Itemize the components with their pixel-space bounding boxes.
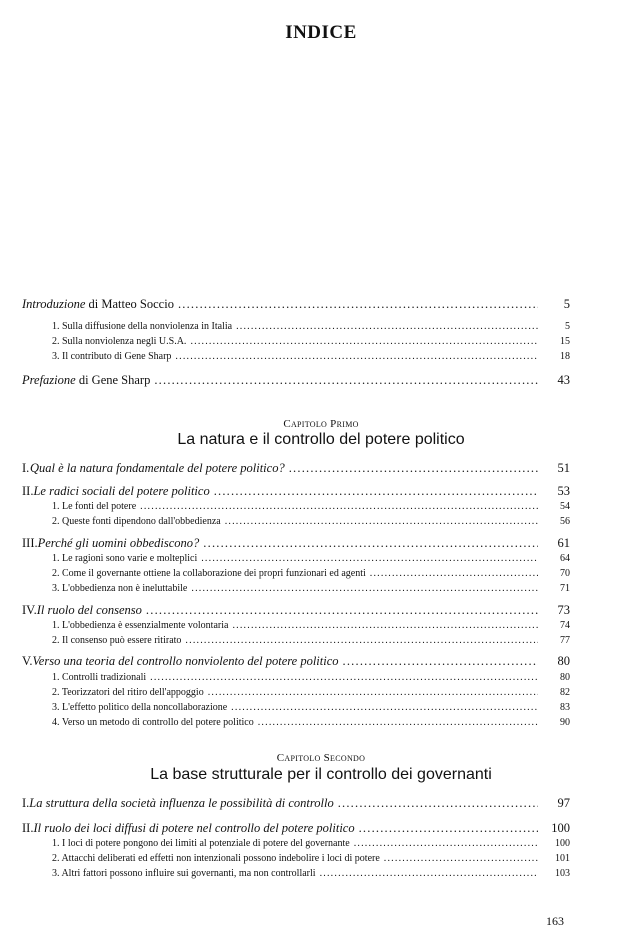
toc-page: 103 bbox=[555, 868, 570, 879]
leader-dots bbox=[236, 322, 538, 332]
toc-entry-text: 3. Il contributo di Gene Sharp bbox=[52, 351, 172, 362]
leader-dots bbox=[154, 374, 538, 387]
toc-entry-text: 1. Sulla diffusione della nonviolenza in Italia bbox=[52, 321, 233, 332]
chapter-2-title: La base strutturale per il controllo dei governanti bbox=[150, 766, 492, 783]
page-title: INDICE bbox=[285, 22, 357, 43]
toc-page: 71 bbox=[560, 583, 570, 594]
toc-page: 56 bbox=[560, 516, 570, 527]
toc-entry-text: 1. Le fonti del potere bbox=[52, 501, 137, 512]
toc-subentry[interactable] bbox=[52, 621, 570, 631]
leader-dots bbox=[208, 688, 538, 698]
toc-entry-text: La struttura della società influenza le possibilità di controllo bbox=[29, 796, 334, 810]
toc-subentry[interactable] bbox=[52, 703, 570, 713]
toc-entry-text: 2. Teorizzatori del ritiro dell'appoggio bbox=[52, 687, 204, 698]
toc-page: 83 bbox=[560, 702, 570, 713]
toc-entry-text: 2. Attacchi deliberati ed effetti non intenzionali possono indebolire i loci di potere bbox=[52, 853, 380, 864]
toc-entry-text: Perché gli uomini obbediscono? bbox=[37, 536, 200, 550]
toc-section[interactable] bbox=[22, 537, 570, 550]
toc-page: 101 bbox=[555, 853, 570, 864]
toc-subentry[interactable] bbox=[52, 718, 570, 728]
toc-page: 73 bbox=[557, 603, 570, 617]
toc-entry-text: 1. Le ragioni sono varie e molteplici bbox=[52, 553, 198, 564]
leader-dots bbox=[225, 517, 538, 527]
leader-dots bbox=[178, 298, 538, 311]
toc-section[interactable] bbox=[22, 822, 570, 835]
leader-dots bbox=[384, 854, 538, 864]
toc-page: 43 bbox=[557, 373, 570, 387]
toc-subentry[interactable] bbox=[52, 854, 570, 864]
toc-page: 51 bbox=[557, 461, 570, 475]
toc-page: 97 bbox=[557, 796, 570, 810]
toc-entry-prefazione[interactable] bbox=[22, 374, 570, 387]
toc-entry-text: 2. Come il governante ottiene la collaborazione dei propri funzionari ed agenti bbox=[52, 568, 366, 579]
toc-page: 77 bbox=[560, 635, 570, 646]
toc-page: 80 bbox=[557, 654, 570, 668]
toc-page: 100 bbox=[555, 838, 570, 849]
leader-dots bbox=[150, 673, 538, 683]
toc-subentry[interactable] bbox=[52, 554, 570, 564]
toc-page: 18 bbox=[560, 351, 570, 362]
leader-dots bbox=[370, 569, 538, 579]
leader-dots bbox=[289, 462, 538, 475]
toc-section[interactable] bbox=[22, 797, 570, 810]
toc-entry-text: 3. L'effetto politico della noncollaborazione bbox=[52, 702, 228, 713]
toc-section-number: I. bbox=[22, 461, 30, 475]
toc-page: 74 bbox=[560, 620, 570, 631]
toc-subentry[interactable] bbox=[52, 584, 570, 594]
leader-dots bbox=[146, 604, 538, 617]
toc-page: 70 bbox=[560, 568, 570, 579]
toc-subentry[interactable] bbox=[52, 869, 570, 879]
toc-subentry[interactable] bbox=[52, 569, 570, 579]
leader-dots bbox=[231, 703, 538, 713]
chapter-1-label: Capitolo Primo bbox=[283, 418, 359, 430]
toc-section-number: IV. bbox=[22, 603, 37, 617]
toc-entry-text: Verso una teoria del controllo nonviolento del potere politico bbox=[32, 654, 339, 668]
toc-page: 53 bbox=[557, 484, 570, 498]
toc-page: 61 bbox=[557, 536, 570, 550]
leader-dots bbox=[203, 537, 538, 550]
toc-subentry[interactable] bbox=[52, 839, 570, 849]
toc-section-number: II. bbox=[22, 821, 34, 835]
toc-entry-text: 3. Altri fattori possono influire sui governanti, ma non controllarli bbox=[52, 868, 316, 879]
leader-dots bbox=[338, 797, 538, 810]
toc-section-number: I. bbox=[22, 796, 30, 810]
toc-entry-text: Il ruolo dei loci diffusi di potere nel controllo del potere politico bbox=[33, 821, 355, 835]
toc-entry-text: Il ruolo del consenso bbox=[36, 603, 142, 617]
toc-page: 100 bbox=[551, 821, 570, 835]
toc-section-number: III. bbox=[22, 536, 38, 550]
toc-page: 5 bbox=[565, 321, 570, 332]
toc-section[interactable] bbox=[22, 655, 570, 668]
toc-entry-text: di Matteo Soccio bbox=[85, 297, 174, 311]
toc-subentry[interactable] bbox=[52, 352, 570, 362]
toc-subentry[interactable] bbox=[52, 636, 570, 646]
toc-section[interactable] bbox=[22, 485, 570, 498]
toc-entry-text: 1. Controlli tradizionali bbox=[52, 672, 147, 683]
leader-dots bbox=[190, 337, 538, 347]
leader-dots bbox=[214, 485, 538, 498]
toc-entry-text: 1. I loci di potere pongono dei limiti al potenziale di potere del governante bbox=[52, 838, 350, 849]
toc-subentry[interactable] bbox=[52, 688, 570, 698]
toc-entry-text: di Gene Sharp bbox=[75, 373, 151, 387]
toc-entry-text: Le radici sociali del potere politico bbox=[33, 484, 210, 498]
toc-entry-italic: Introduzione bbox=[22, 297, 86, 311]
toc-page: 5 bbox=[563, 297, 570, 311]
toc-subentry[interactable] bbox=[52, 337, 570, 347]
leader-dots bbox=[140, 502, 538, 512]
leader-dots bbox=[185, 636, 538, 646]
toc-page: 90 bbox=[560, 717, 570, 728]
leader-dots bbox=[258, 718, 538, 728]
toc-entry-text: 2. Sulla nonviolenza negli U.S.A. bbox=[52, 336, 187, 347]
toc-page: 54 bbox=[560, 501, 570, 512]
toc-subentry[interactable] bbox=[52, 517, 570, 527]
toc-entry-introduzione[interactable] bbox=[22, 298, 570, 311]
chapter-2-label: Capitolo Secondo bbox=[276, 752, 366, 764]
toc-entry-text: 2. Il consenso può essere ritirato bbox=[52, 635, 182, 646]
toc-page: 80 bbox=[560, 672, 570, 683]
chapter-1-title: La natura e il controllo del potere politico bbox=[177, 431, 465, 448]
toc-page: 64 bbox=[560, 553, 570, 564]
page-number: 163 bbox=[546, 914, 564, 928]
leader-dots bbox=[343, 655, 538, 668]
toc-subentry[interactable] bbox=[52, 322, 570, 332]
toc-section[interactable] bbox=[22, 604, 570, 617]
toc-entry-text: 2. Queste fonti dipendono dall'obbedienza bbox=[52, 516, 221, 527]
toc-subentry[interactable] bbox=[52, 673, 570, 683]
leader-dots bbox=[354, 839, 538, 849]
leader-dots bbox=[175, 352, 538, 362]
toc-entry-text: 4. Verso un metodo di controllo del potere politico bbox=[52, 717, 254, 728]
leader-dots bbox=[232, 621, 538, 631]
toc-entry-italic: Prefazione bbox=[22, 373, 76, 387]
toc-section-number: II. bbox=[22, 484, 34, 498]
toc-subentry[interactable] bbox=[52, 502, 570, 512]
leader-dots bbox=[201, 554, 538, 564]
toc-entry-text: Qual è la natura fondamentale del potere politico? bbox=[30, 461, 285, 475]
leader-dots bbox=[191, 584, 538, 594]
toc-section[interactable] bbox=[22, 462, 570, 475]
leader-dots bbox=[359, 822, 538, 835]
toc-page: 15 bbox=[560, 336, 570, 347]
toc-entry-text: 1. L'obbedienza è essenzialmente volontaria bbox=[52, 620, 229, 631]
toc-entry-text: 3. L'obbedienza non è ineluttabile bbox=[52, 583, 188, 594]
toc-page: 82 bbox=[560, 687, 570, 698]
toc-section-number: V. bbox=[22, 654, 33, 668]
leader-dots bbox=[320, 869, 538, 879]
